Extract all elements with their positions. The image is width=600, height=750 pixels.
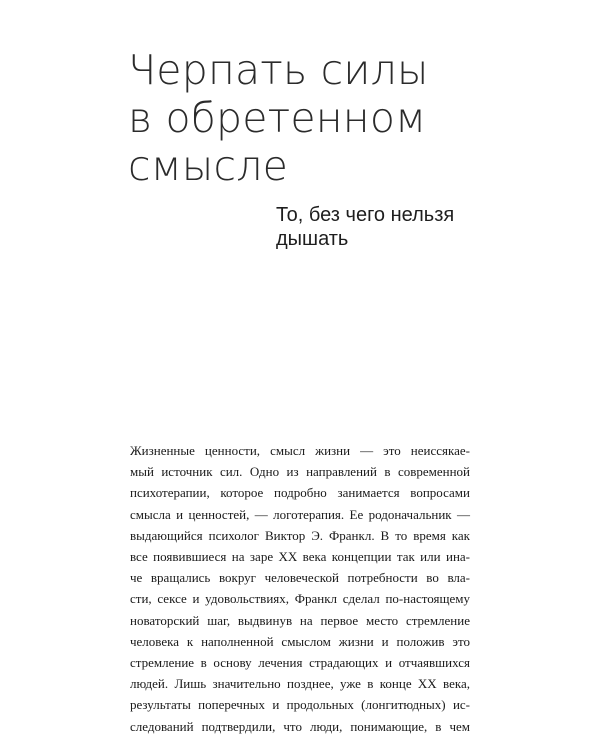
- body-text-line: выдающийся психолог Виктор Э. Франкл. В то время как: [130, 527, 470, 543]
- chapter-subtitle-line: То, без чего нельзя: [276, 204, 455, 226]
- chapter-subtitle: [276, 203, 576, 251]
- body-text-line: людей. Лишь значительно позднее, уже в конце XX века,: [130, 676, 470, 692]
- body-text-line: результаты поперечных и продольных (лонгитюдных) ис-: [130, 697, 470, 713]
- body-paragraph: [130, 440, 470, 737]
- body-text-line: Жизненные ценности, смысл жизни — это неиссякае-: [130, 443, 470, 458]
- body-text-line: сти, сексе и удовольствиях, Франкл сделал по-настоящему: [130, 591, 470, 607]
- chapter-title-line: смысле: [128, 142, 289, 190]
- body-text-line: новаторский шаг, выдвинув на первое место стремление: [130, 612, 470, 628]
- body-text-line: стремление в основу лечения страдающих и отчаявшихся: [130, 655, 470, 671]
- chapter-title-line: в обретенном: [128, 94, 427, 142]
- body-text-line: мый источник сил. Одно из направлений в современной: [130, 464, 470, 480]
- body-text-line: че вращались вокруг человеческой потребности во вла-: [130, 570, 470, 586]
- body-text-line: все появившиеся на заре XX века концепции так или ина-: [130, 549, 470, 565]
- body-text-line: смысла и ценностей, — логотерапия. Ее родоначальник —: [130, 506, 470, 522]
- body-text-line: человека к наполненной смыслом жизни и положив это: [130, 633, 470, 649]
- body-text-line: психотерапии, которое подробно занимается вопросами: [130, 485, 470, 501]
- body-text-line: следований подтвердили, что люди, понимающие, в чем: [130, 718, 470, 734]
- chapter-title-line: Черпать силы: [128, 46, 429, 94]
- chapter-subtitle-line: дышать: [276, 228, 349, 250]
- chapter-title: [128, 46, 568, 190]
